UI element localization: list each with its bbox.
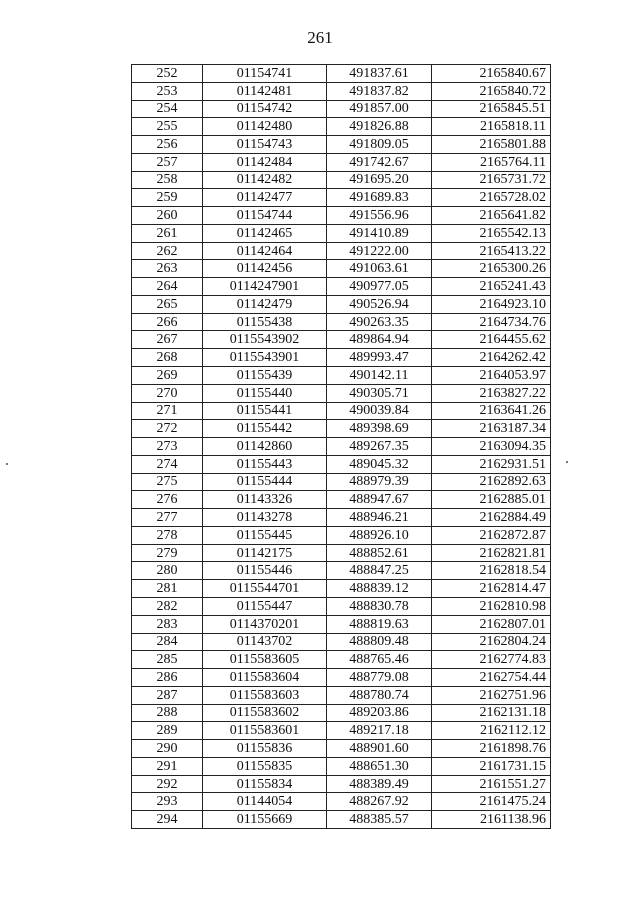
point-number-cell: 276 — [132, 491, 203, 509]
point-id-cell: 0115543902 — [203, 331, 327, 349]
table-row — [132, 438, 551, 456]
table-row — [132, 793, 551, 811]
point-number-cell: 283 — [132, 615, 203, 633]
point-number-cell: 252 — [132, 65, 203, 83]
x-coordinate-cell: 488979.39 — [327, 473, 432, 491]
table-row — [132, 82, 551, 100]
x-coordinate-cell: 488780.74 — [327, 686, 432, 704]
point-number-cell: 267 — [132, 331, 203, 349]
point-id-cell: 0115583603 — [203, 686, 327, 704]
x-coordinate-cell: 488839.12 — [327, 580, 432, 598]
x-coordinate-cell: 491063.61 — [327, 260, 432, 278]
table-row — [132, 331, 551, 349]
x-coordinate-cell: 488651.30 — [327, 757, 432, 775]
point-number-cell: 257 — [132, 153, 203, 171]
point-number-cell: 279 — [132, 544, 203, 562]
point-number-cell: 289 — [132, 722, 203, 740]
table-row — [132, 242, 551, 260]
point-id-cell: 0115544701 — [203, 580, 327, 598]
y-coordinate-cell: 2164262.42 — [432, 349, 551, 367]
point-id-cell: 01155439 — [203, 367, 327, 385]
point-id-cell: 0115583605 — [203, 651, 327, 669]
point-number-cell: 263 — [132, 260, 203, 278]
y-coordinate-cell: 2165413.22 — [432, 242, 551, 260]
x-coordinate-cell: 491857.00 — [327, 100, 432, 118]
y-coordinate-cell: 2164455.62 — [432, 331, 551, 349]
x-coordinate-cell: 488819.63 — [327, 615, 432, 633]
y-coordinate-cell: 2163094.35 — [432, 438, 551, 456]
y-coordinate-cell: 2165731.72 — [432, 171, 551, 189]
table-row — [132, 384, 551, 402]
point-number-cell: 265 — [132, 295, 203, 313]
y-coordinate-cell: 2162821.81 — [432, 544, 551, 562]
table-row — [132, 313, 551, 331]
point-number-cell: 292 — [132, 775, 203, 793]
point-id-cell: 01143326 — [203, 491, 327, 509]
x-coordinate-cell: 490305.71 — [327, 384, 432, 402]
point-id-cell: 01155836 — [203, 740, 327, 758]
point-number-cell: 285 — [132, 651, 203, 669]
table-row — [132, 455, 551, 473]
x-coordinate-cell: 491556.96 — [327, 207, 432, 225]
point-number-cell: 281 — [132, 580, 203, 598]
point-id-cell: 01142479 — [203, 295, 327, 313]
point-id-cell: 01155440 — [203, 384, 327, 402]
table-row — [132, 704, 551, 722]
table-row — [132, 473, 551, 491]
y-coordinate-cell: 2165728.02 — [432, 189, 551, 207]
table-row — [132, 562, 551, 580]
x-coordinate-cell: 491410.89 — [327, 224, 432, 242]
x-coordinate-cell: 488901.60 — [327, 740, 432, 758]
y-coordinate-cell: 2163187.34 — [432, 420, 551, 438]
table-row — [132, 136, 551, 154]
y-coordinate-cell: 2165840.67 — [432, 65, 551, 83]
x-coordinate-cell: 488852.61 — [327, 544, 432, 562]
x-coordinate-cell: 488809.48 — [327, 633, 432, 651]
y-coordinate-cell: 2162885.01 — [432, 491, 551, 509]
table-row — [132, 686, 551, 704]
y-coordinate-cell: 2165764.11 — [432, 153, 551, 171]
table-row — [132, 757, 551, 775]
y-coordinate-cell: 2164053.97 — [432, 367, 551, 385]
y-coordinate-cell: 2165818.11 — [432, 118, 551, 136]
y-coordinate-cell: 2162804.24 — [432, 633, 551, 651]
x-coordinate-cell: 491809.05 — [327, 136, 432, 154]
x-coordinate-cell: 488947.67 — [327, 491, 432, 509]
point-number-cell: 275 — [132, 473, 203, 491]
point-id-cell: 0115583604 — [203, 669, 327, 687]
point-id-cell: 01155447 — [203, 597, 327, 615]
point-number-cell: 290 — [132, 740, 203, 758]
x-coordinate-cell: 489045.32 — [327, 455, 432, 473]
x-coordinate-cell: 491222.00 — [327, 242, 432, 260]
x-coordinate-cell: 490142.11 — [327, 367, 432, 385]
table-row — [132, 118, 551, 136]
x-coordinate-cell: 490977.05 — [327, 278, 432, 296]
x-coordinate-cell: 489993.47 — [327, 349, 432, 367]
table-row — [132, 189, 551, 207]
x-coordinate-cell: 489217.18 — [327, 722, 432, 740]
y-coordinate-cell: 2165241.43 — [432, 278, 551, 296]
point-number-cell: 260 — [132, 207, 203, 225]
point-number-cell: 278 — [132, 526, 203, 544]
point-number-cell: 256 — [132, 136, 203, 154]
y-coordinate-cell: 2165300.26 — [432, 260, 551, 278]
point-number-cell: 293 — [132, 793, 203, 811]
point-number-cell: 258 — [132, 171, 203, 189]
y-coordinate-cell: 2163641.26 — [432, 402, 551, 420]
table-row — [132, 509, 551, 527]
point-id-cell: 01142464 — [203, 242, 327, 260]
point-number-cell: 294 — [132, 811, 203, 829]
table-row — [132, 669, 551, 687]
point-id-cell: 01144054 — [203, 793, 327, 811]
point-number-cell: 288 — [132, 704, 203, 722]
table-row — [132, 100, 551, 118]
y-coordinate-cell: 2163827.22 — [432, 384, 551, 402]
y-coordinate-cell: 2162810.98 — [432, 597, 551, 615]
x-coordinate-cell: 490039.84 — [327, 402, 432, 420]
x-coordinate-cell: 490526.94 — [327, 295, 432, 313]
x-coordinate-cell: 491837.82 — [327, 82, 432, 100]
y-coordinate-cell: 2165840.72 — [432, 82, 551, 100]
y-coordinate-cell: 2165801.88 — [432, 136, 551, 154]
point-number-cell: 280 — [132, 562, 203, 580]
point-id-cell: 0115543901 — [203, 349, 327, 367]
point-id-cell: 01155445 — [203, 526, 327, 544]
point-id-cell: 01155441 — [203, 402, 327, 420]
point-id-cell: 01155834 — [203, 775, 327, 793]
y-coordinate-cell: 2161731.15 — [432, 757, 551, 775]
point-id-cell: 01155442 — [203, 420, 327, 438]
x-coordinate-cell: 488946.21 — [327, 509, 432, 527]
x-coordinate-cell: 491826.88 — [327, 118, 432, 136]
y-coordinate-cell: 2164923.10 — [432, 295, 551, 313]
y-coordinate-cell: 2165641.82 — [432, 207, 551, 225]
table-row — [132, 367, 551, 385]
y-coordinate-cell: 2162814.47 — [432, 580, 551, 598]
point-id-cell: 0114247901 — [203, 278, 327, 296]
point-number-cell: 270 — [132, 384, 203, 402]
point-number-cell: 284 — [132, 633, 203, 651]
table-row — [132, 420, 551, 438]
x-coordinate-cell: 488389.49 — [327, 775, 432, 793]
table-row — [132, 651, 551, 669]
table-row — [132, 349, 551, 367]
x-coordinate-cell: 489267.35 — [327, 438, 432, 456]
table-row — [132, 580, 551, 598]
point-id-cell: 01142175 — [203, 544, 327, 562]
point-number-cell: 287 — [132, 686, 203, 704]
point-number-cell: 277 — [132, 509, 203, 527]
point-number-cell: 273 — [132, 438, 203, 456]
point-number-cell: 286 — [132, 669, 203, 687]
table-row — [132, 402, 551, 420]
table-row — [132, 491, 551, 509]
table-row — [132, 775, 551, 793]
x-coordinate-cell: 488847.25 — [327, 562, 432, 580]
table-row — [132, 544, 551, 562]
table-row — [132, 153, 551, 171]
point-id-cell: 01155835 — [203, 757, 327, 775]
point-number-cell: 268 — [132, 349, 203, 367]
x-coordinate-cell: 491695.20 — [327, 171, 432, 189]
point-number-cell: 271 — [132, 402, 203, 420]
table-row — [132, 65, 551, 83]
point-id-cell: 0114370201 — [203, 615, 327, 633]
x-coordinate-cell: 491742.67 — [327, 153, 432, 171]
point-id-cell: 01155444 — [203, 473, 327, 491]
table-row — [132, 224, 551, 242]
y-coordinate-cell: 2161138.96 — [432, 811, 551, 829]
point-number-cell: 261 — [132, 224, 203, 242]
point-id-cell: 01142456 — [203, 260, 327, 278]
point-number-cell: 262 — [132, 242, 203, 260]
point-id-cell: 01155669 — [203, 811, 327, 829]
y-coordinate-cell: 2162754.44 — [432, 669, 551, 687]
point-id-cell: 01155443 — [203, 455, 327, 473]
x-coordinate-cell: 488267.92 — [327, 793, 432, 811]
point-id-cell: 01155446 — [203, 562, 327, 580]
point-number-cell: 264 — [132, 278, 203, 296]
point-number-cell: 266 — [132, 313, 203, 331]
point-number-cell: 291 — [132, 757, 203, 775]
x-coordinate-cell: 491689.83 — [327, 189, 432, 207]
point-number-cell: 274 — [132, 455, 203, 473]
x-coordinate-cell: 488385.57 — [327, 811, 432, 829]
table-row — [132, 722, 551, 740]
y-coordinate-cell: 2165845.51 — [432, 100, 551, 118]
point-id-cell: 01142481 — [203, 82, 327, 100]
point-id-cell: 01142465 — [203, 224, 327, 242]
point-number-cell: 272 — [132, 420, 203, 438]
table-row — [132, 526, 551, 544]
table-row — [132, 615, 551, 633]
point-number-cell: 254 — [132, 100, 203, 118]
y-coordinate-cell: 2162884.49 — [432, 509, 551, 527]
point-number-cell: 282 — [132, 597, 203, 615]
point-id-cell: 01154743 — [203, 136, 327, 154]
y-coordinate-cell: 2162112.12 — [432, 722, 551, 740]
point-id-cell: 01154741 — [203, 65, 327, 83]
y-coordinate-cell: 2162818.54 — [432, 562, 551, 580]
point-id-cell: 01143702 — [203, 633, 327, 651]
y-coordinate-cell: 2162892.63 — [432, 473, 551, 491]
table-row — [132, 811, 551, 829]
point-id-cell: 01142480 — [203, 118, 327, 136]
margin-speck-right — [566, 461, 568, 463]
table-row — [132, 633, 551, 651]
point-id-cell: 01155438 — [203, 313, 327, 331]
table-row — [132, 740, 551, 758]
point-id-cell: 01142482 — [203, 171, 327, 189]
y-coordinate-cell: 2161898.76 — [432, 740, 551, 758]
y-coordinate-cell: 2162931.51 — [432, 455, 551, 473]
point-id-cell: 01142477 — [203, 189, 327, 207]
point-id-cell: 0115583601 — [203, 722, 327, 740]
point-id-cell: 01142860 — [203, 438, 327, 456]
point-id-cell: 0115583602 — [203, 704, 327, 722]
coordinate-table — [131, 64, 551, 829]
table-row — [132, 171, 551, 189]
y-coordinate-cell: 2161551.27 — [432, 775, 551, 793]
point-number-cell: 255 — [132, 118, 203, 136]
point-id-cell: 01143278 — [203, 509, 327, 527]
coordinate-table-body — [132, 65, 551, 829]
point-number-cell: 259 — [132, 189, 203, 207]
y-coordinate-cell: 2164734.76 — [432, 313, 551, 331]
y-coordinate-cell: 2162807.01 — [432, 615, 551, 633]
x-coordinate-cell: 488779.08 — [327, 669, 432, 687]
y-coordinate-cell: 2162131.18 — [432, 704, 551, 722]
x-coordinate-cell: 490263.35 — [327, 313, 432, 331]
point-id-cell: 01154744 — [203, 207, 327, 225]
point-number-cell: 253 — [132, 82, 203, 100]
y-coordinate-cell: 2162751.96 — [432, 686, 551, 704]
margin-speck-left — [6, 463, 8, 465]
x-coordinate-cell: 488926.10 — [327, 526, 432, 544]
point-id-cell: 01142484 — [203, 153, 327, 171]
table-row — [132, 295, 551, 313]
y-coordinate-cell: 2165542.13 — [432, 224, 551, 242]
x-coordinate-cell: 488765.46 — [327, 651, 432, 669]
page-number: 261 — [307, 28, 333, 47]
table-row — [132, 260, 551, 278]
x-coordinate-cell: 491837.61 — [327, 65, 432, 83]
x-coordinate-cell: 488830.78 — [327, 597, 432, 615]
y-coordinate-cell: 2162872.87 — [432, 526, 551, 544]
x-coordinate-cell: 489203.86 — [327, 704, 432, 722]
y-coordinate-cell: 2161475.24 — [432, 793, 551, 811]
table-row — [132, 278, 551, 296]
x-coordinate-cell: 489864.94 — [327, 331, 432, 349]
y-coordinate-cell: 2162774.83 — [432, 651, 551, 669]
point-id-cell: 01154742 — [203, 100, 327, 118]
table-row — [132, 597, 551, 615]
table-row — [132, 207, 551, 225]
point-number-cell: 269 — [132, 367, 203, 385]
x-coordinate-cell: 489398.69 — [327, 420, 432, 438]
